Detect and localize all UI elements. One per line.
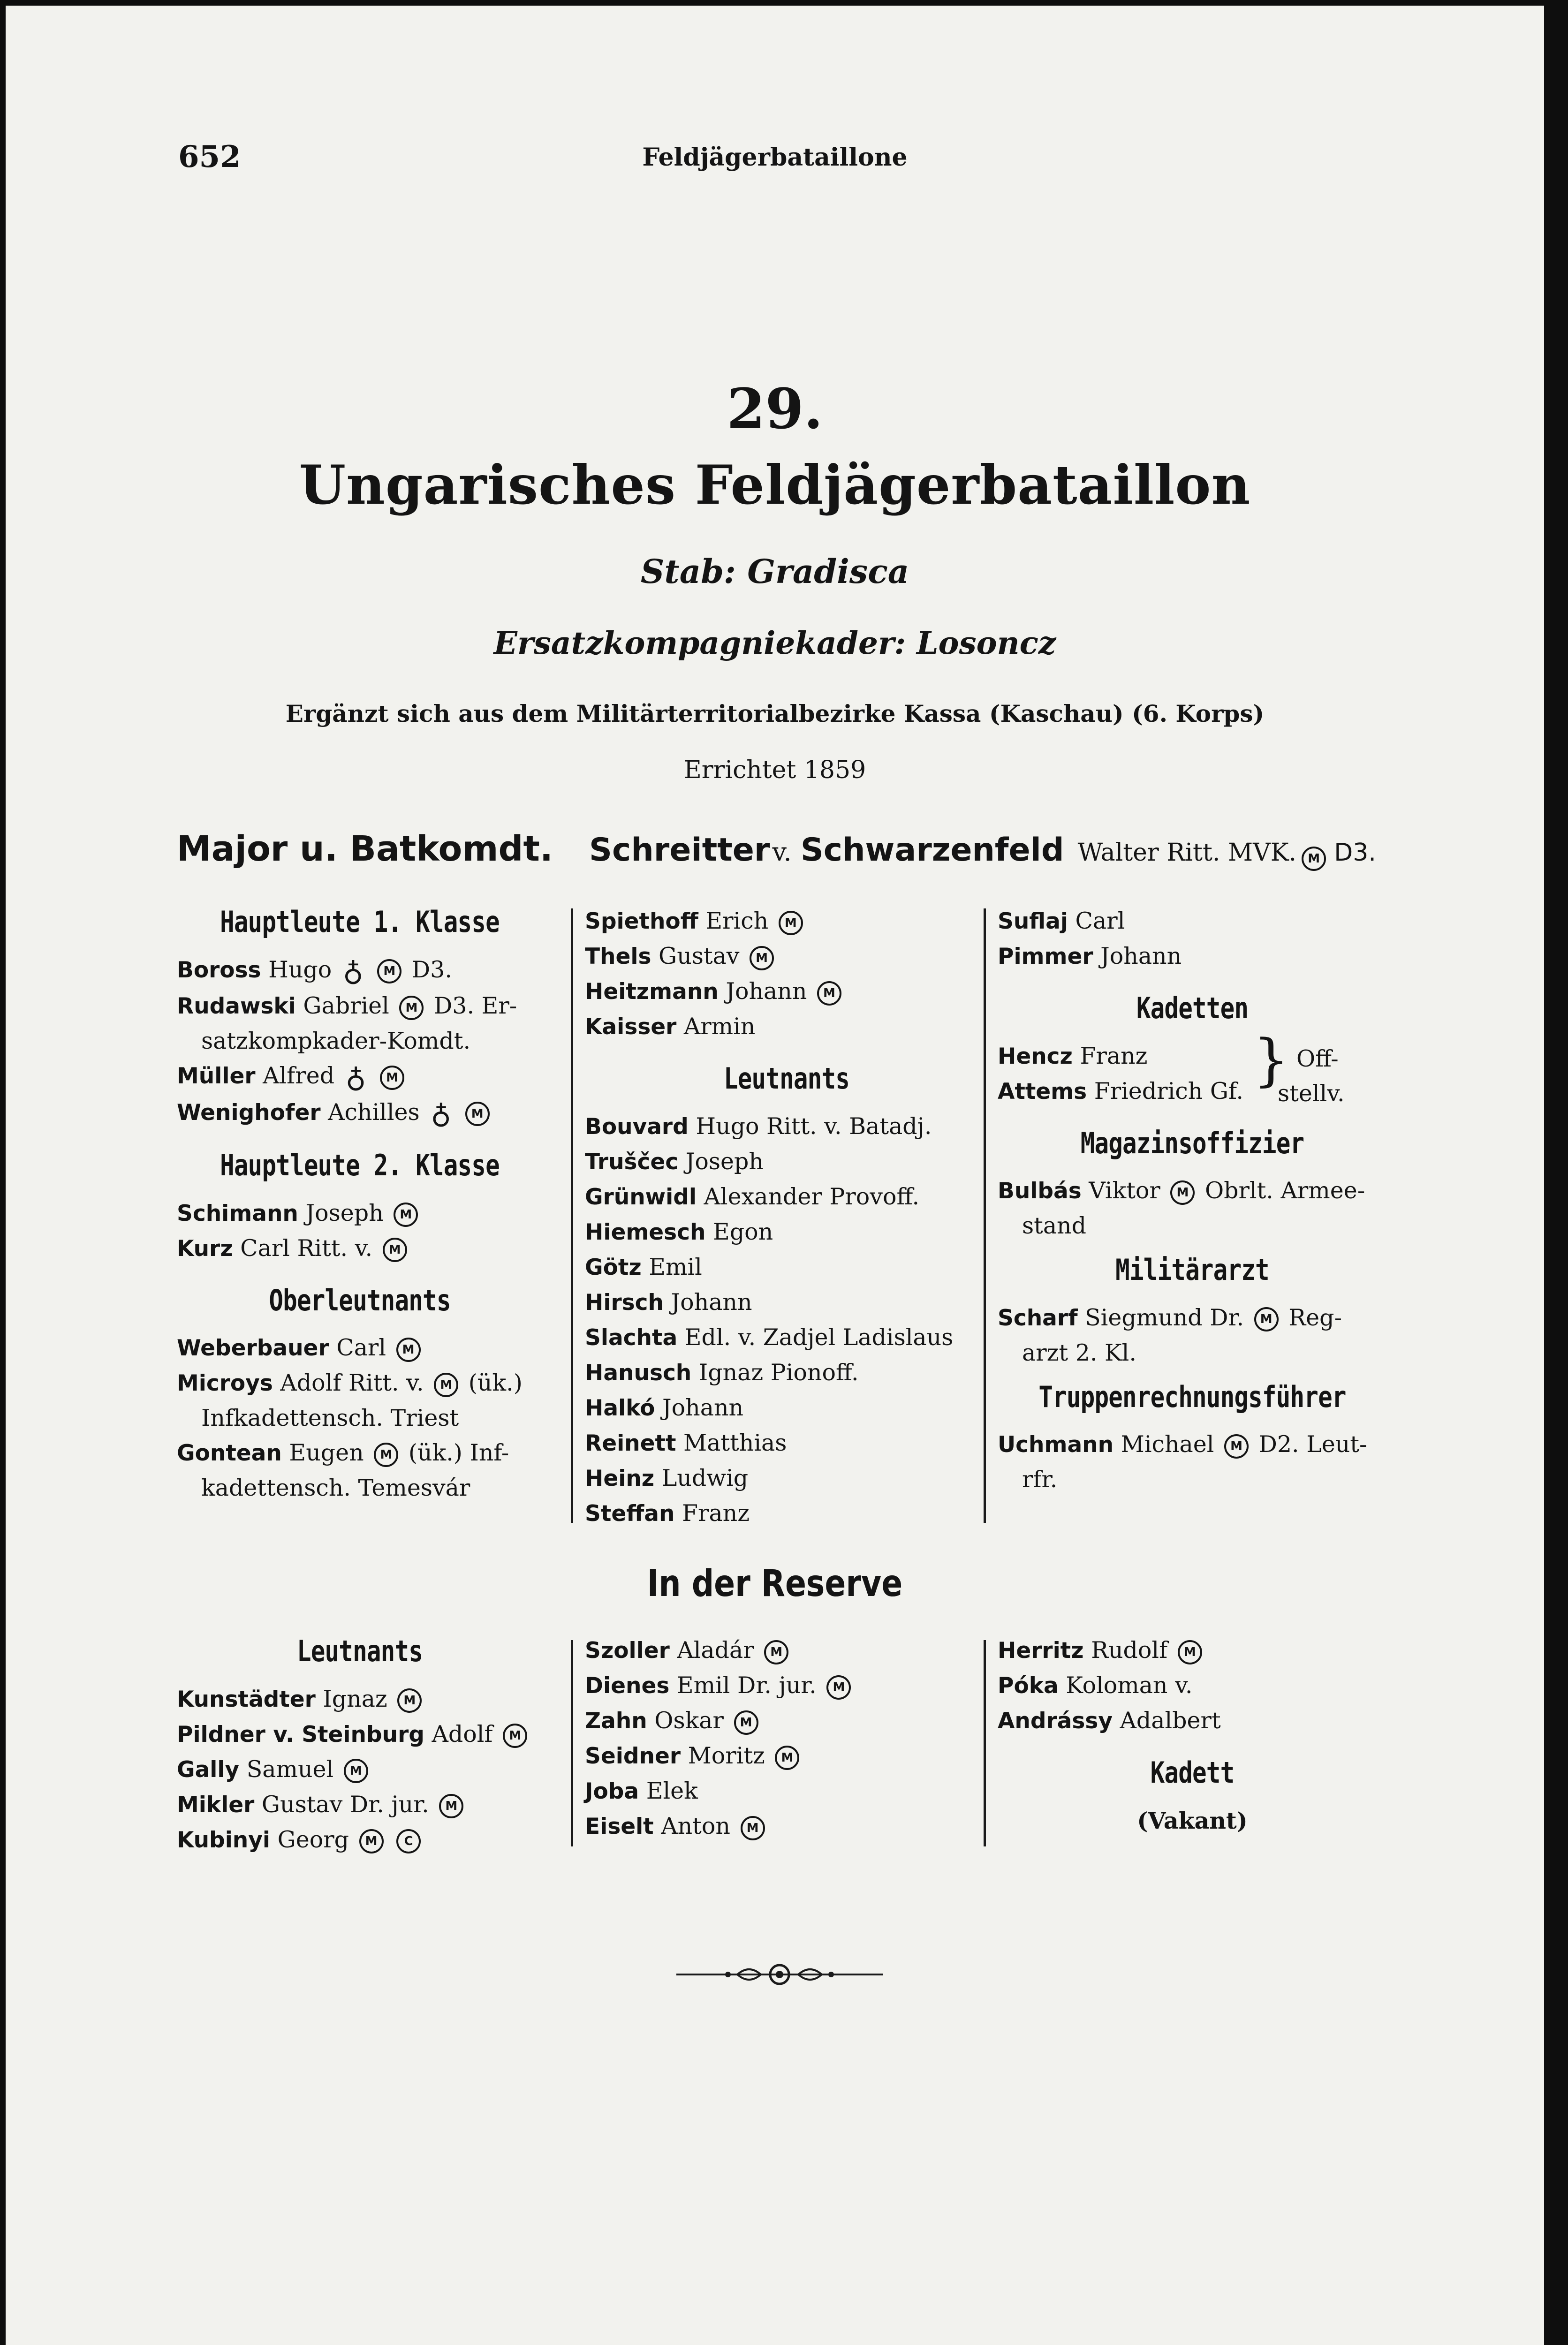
list-hauptleute-2 — [177, 1196, 543, 1266]
list-item — [177, 1436, 543, 1471]
entry-surname: Microys — [177, 1370, 273, 1396]
list-oberleutnants-cont — [585, 904, 988, 1044]
list-item — [177, 1752, 543, 1787]
kadetten-block — [998, 1028, 1387, 1109]
entry-details: Egon — [705, 1218, 773, 1245]
list-item — [998, 904, 1387, 939]
commander-rest: Walter Ritt. MVK. — [1077, 839, 1297, 867]
medal-icon: M — [396, 1338, 421, 1362]
entry-details: Gustav Dr. jur. M — [254, 1791, 466, 1818]
entry-surname: Seidner — [585, 1743, 681, 1769]
medal-icon: M — [1170, 1180, 1195, 1205]
list-item — [585, 1496, 988, 1531]
list-item — [177, 1024, 543, 1059]
entry-surname: Póka — [998, 1673, 1059, 1699]
circled-c-icon: C — [396, 1829, 421, 1853]
list-item — [585, 939, 988, 974]
list-item — [585, 1774, 988, 1809]
list-item — [585, 1739, 988, 1774]
entry-surname: Reinett — [585, 1430, 676, 1456]
list-item — [998, 1336, 1387, 1370]
entry-details: Adolf Ritt. v. M (ük.) — [273, 1369, 523, 1396]
reserve-title: In der Reserve — [647, 1563, 903, 1605]
entry-continuation: stand — [1022, 1212, 1086, 1239]
commander-line — [177, 829, 1378, 871]
list-leutnants — [585, 1109, 988, 1531]
entry-surname: Kurz — [177, 1235, 233, 1262]
medal-icon: M — [775, 1746, 799, 1770]
list-item — [998, 1301, 1387, 1336]
entry-surname: Heitzmann — [585, 979, 719, 1005]
medal-icon: M — [359, 1829, 384, 1853]
entry-surname: Gally — [177, 1756, 240, 1783]
list-item — [585, 1285, 988, 1320]
entry-surname: Mikler — [177, 1792, 255, 1818]
entry-details: Georg M C — [270, 1826, 424, 1853]
list-item — [998, 1427, 1387, 1462]
entry-surname: Hiemesch — [585, 1219, 706, 1245]
list-item — [998, 1703, 1387, 1739]
list-item — [177, 1401, 543, 1436]
entry-surname: Kaisser — [585, 1014, 677, 1040]
entry-details: Joseph — [678, 1148, 764, 1175]
entry-surname: Wenighofer — [177, 1099, 321, 1126]
unit-title: Ungarisches Feldjägerbataillon — [299, 454, 1251, 516]
list-item — [177, 989, 543, 1024]
active-col-2 — [585, 904, 988, 1531]
list-item — [177, 1196, 543, 1231]
entry-surname: Joba — [585, 1778, 639, 1804]
entry-surname: Hencz — [998, 1043, 1073, 1069]
list-item — [177, 1682, 543, 1717]
entry-continuation: satzkompkader-Komdt. — [201, 1028, 471, 1054]
entry-details: Aladár M — [670, 1637, 791, 1664]
entry-surname: Gontean — [177, 1440, 282, 1466]
entry-surname: Attems — [998, 1078, 1087, 1104]
medal-icon: M — [383, 1238, 407, 1262]
reserve-col-1 — [177, 1633, 543, 1858]
medal-icon: M — [734, 1710, 758, 1735]
list-magazin — [998, 1173, 1387, 1243]
list-reserve-leutnants-cont — [585, 1633, 988, 1844]
entry-details: Moritz M — [681, 1742, 802, 1769]
kadetten-note-2: stellv. — [1278, 1080, 1345, 1107]
list-item — [177, 1095, 543, 1132]
entry-details: Edl. v. Zadjel Ladislaus — [677, 1324, 954, 1351]
entry-surname: Dienes — [585, 1673, 670, 1699]
medal-icon: M — [503, 1724, 527, 1748]
section-title-oberleutnants: Oberleutnants — [269, 1283, 451, 1317]
list-leutnants-cont — [998, 904, 1387, 974]
medal-icon: M — [465, 1102, 490, 1126]
list-arzt — [998, 1301, 1387, 1370]
entry-surname: Halkó — [585, 1395, 655, 1421]
list-item — [585, 1009, 988, 1044]
document-page — [6, 6, 1544, 2345]
medal-icon: M — [380, 1066, 404, 1090]
entry-surname: Andrássy — [998, 1708, 1113, 1734]
medal-icon: M — [439, 1794, 463, 1818]
entry-surname: Zahn — [585, 1708, 647, 1734]
entry-details: Achilles ♁ M — [321, 1099, 492, 1126]
reserve-col-2 — [585, 1633, 988, 1844]
reserve-col-3 — [998, 1633, 1387, 1838]
entry-surname: Schimann — [177, 1200, 298, 1226]
list-item — [585, 1668, 988, 1703]
active-col-1 — [177, 904, 543, 1505]
entry-surname: Suflaj — [998, 908, 1068, 934]
column-rule — [984, 1640, 986, 1846]
errichtet-line: Errichtet 1859 — [683, 756, 866, 784]
entry-surname: Bulbás — [998, 1178, 1082, 1204]
entry-details: Armin — [676, 1013, 756, 1040]
entry-continuation: arzt 2. Kl. — [1022, 1339, 1136, 1366]
unit-number: 29. — [727, 376, 823, 441]
entry-surname: Müller — [177, 1063, 256, 1089]
medal-icon: M — [764, 1640, 788, 1664]
list-item — [998, 1633, 1387, 1668]
entry-surname: Steffan — [585, 1500, 675, 1527]
list-item — [177, 1059, 543, 1095]
medal-icon: M — [1302, 847, 1326, 871]
medal-icon: M — [750, 946, 774, 970]
entry-details: Emil Dr. jur. M — [669, 1672, 854, 1699]
entry-details: Hugo Ritt. v. Batadj. — [688, 1112, 932, 1140]
entry-surname: Eiselt — [585, 1814, 654, 1839]
entry-details: Joseph M — [298, 1200, 421, 1226]
page-number: 652 — [178, 139, 241, 174]
list-oberleutnants — [177, 1331, 543, 1505]
active-col-3 — [998, 904, 1387, 1497]
medal-icon: M — [434, 1373, 458, 1397]
medal-icon: M — [374, 1443, 398, 1467]
entry-surname: Grünwidl — [585, 1184, 697, 1210]
entry-details: Alexander Provoff. — [696, 1183, 920, 1210]
section-title-leutnants: Leutnants — [723, 1061, 850, 1096]
list-reserve-leutnants-cont-2 — [998, 1633, 1387, 1739]
medal-icon: M — [779, 911, 803, 935]
entry-surname: Truščec — [585, 1149, 679, 1175]
running-title: Feldjägerbataillone — [642, 143, 908, 172]
entry-details: Erich M — [698, 908, 806, 934]
list-item — [585, 1809, 988, 1844]
list-item — [177, 1331, 543, 1366]
kadetten-note-1: Off- — [1296, 1045, 1339, 1072]
medal-icon: M — [817, 981, 841, 1006]
section-title-hauptleute-2: Hauptleute 2. Klasse — [220, 1148, 500, 1182]
list-item — [998, 1668, 1387, 1703]
section-title-magazinsoffizier: Magazinsoffizier — [1080, 1126, 1304, 1160]
running-head — [6, 139, 1544, 177]
entry-details: Johann — [663, 1288, 752, 1316]
entry-details: Elek — [639, 1778, 698, 1804]
list-item — [177, 1231, 543, 1266]
ornament-divider-icon — [676, 1960, 883, 1989]
entry-details: Carl Ritt. v. M — [233, 1235, 410, 1262]
entry-details: Johann M — [719, 978, 844, 1005]
entry-surname: Hanusch — [585, 1360, 692, 1386]
entry-details: Johann — [1093, 943, 1182, 969]
ersatz-line: Ersatzkompagniekader: Losoncz — [493, 625, 1056, 661]
commander-name2: Schwarzenfeld — [800, 832, 1064, 869]
section-title-truppenrechnungsfuehrer: Truppenrechnungsführer — [1038, 1379, 1346, 1414]
entry-surname: Herritz — [998, 1638, 1084, 1664]
entry-surname: Kubinyi — [177, 1827, 271, 1853]
medal-icon: M — [399, 996, 424, 1020]
entry-details: Viktor M Obrlt. Armee- — [1081, 1177, 1365, 1204]
list-item — [585, 1180, 988, 1215]
entry-details: Ignaz M — [316, 1686, 424, 1712]
entry-details: Siegmund Dr. M Reg- — [1077, 1304, 1342, 1331]
entry-details: Alfred ♁ M — [256, 1062, 408, 1089]
medal-icon: M — [1178, 1640, 1202, 1664]
entry-details: Oskar M — [647, 1707, 761, 1734]
list-item — [998, 1209, 1387, 1243]
entry-details: Hugo ♁ M D3. — [261, 955, 452, 988]
entry-surname: Szoller — [585, 1638, 670, 1664]
list-item — [585, 1355, 988, 1391]
list-item — [585, 1461, 988, 1496]
entry-details: Rudolf M — [1084, 1637, 1205, 1664]
entry-details: Anton M — [654, 1813, 768, 1839]
entry-surname: Uchmann — [998, 1432, 1114, 1458]
medal-icon: M — [344, 1759, 368, 1783]
entry-surname: Boross — [177, 957, 261, 983]
list-item — [998, 1462, 1387, 1497]
stab-line: Stab: Gradisca — [640, 552, 909, 591]
entry-details: Adalbert — [1112, 1707, 1221, 1734]
entry-surname: Slachta — [585, 1324, 678, 1351]
entry-details: Eugen M (ük.) Inf- — [281, 1439, 509, 1466]
entry-surname: Heinz — [585, 1465, 655, 1491]
list-item — [177, 953, 543, 989]
entry-surname: Bouvard — [585, 1113, 689, 1140]
cross-decoration-icon: ♁ — [342, 955, 364, 988]
list-hauptleute-1 — [177, 953, 543, 1132]
entry-details: Carl M — [329, 1334, 424, 1361]
medal-icon: M — [377, 959, 401, 983]
kadetten-note — [1253, 1028, 1345, 1111]
list-item — [585, 904, 988, 939]
section-title-hauptleute-1: Hauptleute 1. Klasse — [220, 905, 500, 939]
list-item — [585, 1215, 988, 1250]
entry-surname: Spiethoff — [585, 908, 698, 934]
entry-surname: Pimmer — [998, 944, 1093, 969]
commander-decor: D3. — [1334, 839, 1376, 867]
entry-details: Franz — [674, 1499, 750, 1527]
list-item — [585, 1633, 988, 1668]
cross-decoration-icon: ♁ — [345, 1061, 366, 1094]
entry-surname: Kunstädter — [177, 1686, 316, 1712]
list-item — [177, 1471, 543, 1505]
column-rule — [571, 908, 573, 1523]
entry-surname: Thels — [585, 944, 651, 969]
list-item — [585, 1391, 988, 1426]
entry-details: Carl — [1068, 908, 1125, 934]
list-reserve-leutnants — [177, 1682, 543, 1858]
entry-details: Gustav M — [651, 943, 777, 969]
section-title-militaerarzt: Militärarzt — [1115, 1253, 1269, 1287]
list-item — [585, 1144, 988, 1180]
kadett-value: (Vakant) — [1137, 1807, 1248, 1834]
section-title-kadetten: Kadetten — [1136, 991, 1249, 1025]
entry-surname: Pildner v. Steinburg — [177, 1721, 424, 1747]
entry-details: Matthias — [676, 1429, 787, 1456]
entry-details: Friedrich Gf. — [1087, 1077, 1243, 1104]
list-item — [585, 1426, 988, 1461]
entry-details: Koloman v. — [1058, 1672, 1193, 1699]
ergaenzt-line: Ergänzt sich aus dem Militärterritorialbezirke Kassa (Kaschau) (6. Korps) — [285, 700, 1265, 727]
entry-surname: Götz — [585, 1254, 642, 1280]
list-item — [998, 939, 1387, 974]
entry-continuation: rfr. — [1022, 1466, 1058, 1493]
medal-icon: M — [1224, 1434, 1249, 1459]
list-item — [177, 1366, 543, 1401]
medal-icon: M — [397, 1688, 422, 1713]
entry-details: Gabriel M D3. Er- — [295, 992, 517, 1019]
entry-details: Franz — [1072, 1042, 1148, 1069]
list-item — [177, 1717, 543, 1752]
entry-details: Michael M D2. Leut- — [1114, 1431, 1367, 1458]
cross-decoration-icon: ♁ — [431, 1097, 452, 1130]
list-item — [585, 1320, 988, 1355]
list-item — [998, 1173, 1387, 1209]
commander-name: Schreitter — [589, 832, 770, 869]
medal-icon: M — [741, 1816, 765, 1840]
list-item — [585, 1109, 988, 1144]
list-item — [585, 1703, 988, 1739]
section-title-kadett: Kadett — [1150, 1755, 1235, 1790]
entry-details: Adolf M — [424, 1721, 530, 1747]
entry-continuation: Infkadettensch. Triest — [201, 1405, 459, 1431]
list-item — [585, 1250, 988, 1285]
list-rechnung — [998, 1427, 1387, 1497]
brace-icon: } — [1253, 1028, 1289, 1093]
entry-details: Samuel M — [239, 1756, 371, 1783]
column-rule — [571, 1640, 573, 1846]
entry-surname: Rudawski — [177, 993, 296, 1019]
column-rule — [984, 908, 986, 1523]
medal-icon: M — [826, 1675, 851, 1700]
entry-details: Ludwig — [654, 1464, 749, 1491]
entry-details: Emil — [641, 1253, 702, 1280]
entry-surname: Weberbauer — [177, 1335, 329, 1361]
commander-role: Major u. Batkomdt. — [177, 829, 553, 869]
entry-details: Ignaz Pionoff. — [691, 1359, 859, 1386]
list-item — [585, 974, 988, 1009]
entry-surname: Hirsch — [585, 1289, 664, 1316]
medal-icon: M — [1254, 1307, 1279, 1331]
list-item — [177, 1787, 543, 1823]
entry-continuation: kadettensch. Temesvár — [201, 1475, 470, 1501]
medal-icon: M — [394, 1203, 418, 1227]
entry-details: Johann — [655, 1394, 744, 1421]
entry-surname: Scharf — [998, 1305, 1078, 1331]
section-title-reserve-leutnants: Leutnants — [296, 1634, 423, 1668]
commander-particle: v. — [772, 837, 792, 867]
list-item — [177, 1823, 543, 1858]
